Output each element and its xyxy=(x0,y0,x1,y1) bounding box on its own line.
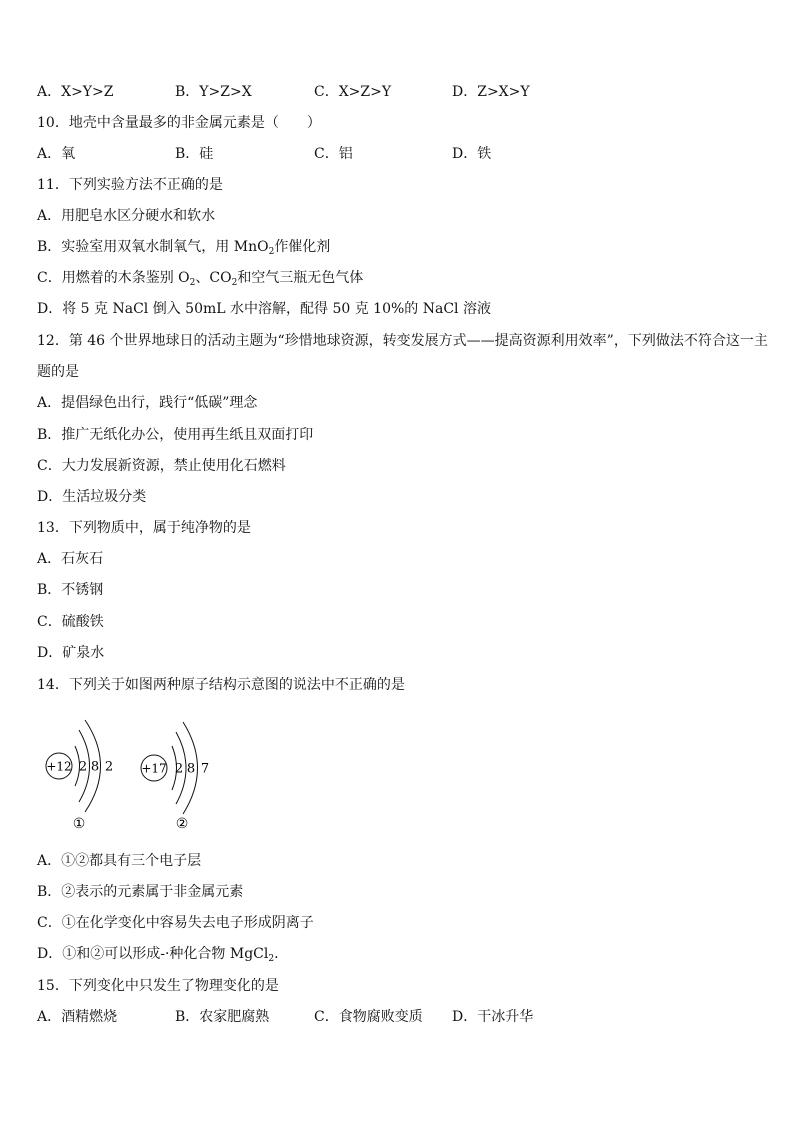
q13-option-c: C．硫酸铁 xyxy=(37,614,104,630)
q15-option-d: D．干冰升华 xyxy=(452,1009,534,1025)
q11-b-text: B．实验室用双氧水制氧气，用 MnO xyxy=(37,239,269,255)
q11-option-c xyxy=(37,269,363,287)
atom-1-diagram xyxy=(46,720,113,832)
atomic-structure-diagram xyxy=(38,714,228,836)
q14-d-text-end: . xyxy=(274,946,279,962)
q11-b-text-end: 作催化剂 xyxy=(274,239,331,255)
q9-option-b: B．Y>Z>X xyxy=(175,84,252,100)
atom-2-label: ② xyxy=(175,816,189,832)
q12-option-c: C．大力发展新资源，禁止使用化石燃料 xyxy=(37,458,286,474)
q14-option-d xyxy=(37,945,279,963)
q13-option-a: A．石灰石 xyxy=(37,551,104,567)
atom-1-nucleus-charge: +12 xyxy=(46,759,72,774)
q15-option-b: B．农家肥腐熟 xyxy=(175,1009,270,1025)
q11-c-subscript-2: 2 xyxy=(231,278,238,288)
q14-d-text: D．①和②可以形成-·种化合物 MgCl xyxy=(37,946,269,962)
q12-option-a: A．提倡绿色出行，践行“低碳”理念 xyxy=(37,395,258,411)
q10-stem: 10．地壳中含量最多的非金属元素是（ ） xyxy=(37,115,321,131)
q11-b-subscript: 2 xyxy=(268,247,275,257)
q9-option-d: D．Z>X>Y xyxy=(452,84,530,100)
q14-option-c: C．①在化学变化中容易失去电子形成阴离子 xyxy=(37,915,314,931)
q14-d-subscript: 2 xyxy=(268,954,275,964)
q14-option-a: A．①②都具有三个电子层 xyxy=(37,853,202,869)
q13-option-b: B．不锈钢 xyxy=(37,582,104,598)
q15-option-a: A．酒精燃烧 xyxy=(37,1009,118,1025)
atom-1-electrons-shell-2: 8 xyxy=(90,759,100,775)
q11-option-b xyxy=(37,238,330,256)
atom-2-nucleus-charge: +17 xyxy=(141,761,167,776)
atom-1-electrons-shell-1: 2 xyxy=(78,759,88,775)
q14-stem: 14．下列关于如图两种原子结构示意图的说法中不正确的是 xyxy=(37,677,405,693)
q11-option-d: D．将 5 克 NaCl 倒入 50mL 水中溶解，配得 50 克 10%的 NaCl 溶液 xyxy=(37,301,491,317)
atom-2-diagram xyxy=(141,722,209,832)
atom-2-electrons-shell-2: 8 xyxy=(186,761,196,777)
q11-c-text: C．用燃着的木条鉴别 O xyxy=(37,270,190,286)
q9-option-c: C．X>Z>Y xyxy=(314,84,392,100)
q10-option-b: B．硅 xyxy=(175,146,214,162)
q11-stem: 11．下列实验方法不正确的是 xyxy=(37,177,223,193)
atom-2-electrons-shell-1: 2 xyxy=(174,761,184,777)
q15-option-c: C．食物腐败变质 xyxy=(314,1009,423,1025)
q14-option-b: B．②表示的元素属于非金属元素 xyxy=(37,884,244,900)
q12-stem-line-1: 12．第 46 个世界地球日的活动主题为“珍惜地球资源，转变发展方式——提高资源利用效率”，下列做法不符合这一主 xyxy=(37,333,768,349)
q15-stem: 15．下列变化中只发生了物理变化的是 xyxy=(37,978,279,994)
q12-option-b: B．推广无纸化办公，使用再生纸且双面打印 xyxy=(37,427,314,443)
q13-stem: 13．下列物质中，属于纯净物的是 xyxy=(37,520,251,536)
q11-c-subscript-1: 2 xyxy=(189,278,196,288)
q12-option-d: D．生活垃圾分类 xyxy=(37,489,147,505)
q13-option-d: D．矿泉水 xyxy=(37,645,105,661)
q10-option-d: D．铁 xyxy=(452,146,492,162)
q10-option-c: C．铝 xyxy=(314,146,353,162)
q11-c-text-end: 和空气三瓶无色气体 xyxy=(237,270,364,286)
q9-option-a: A．X>Y>Z xyxy=(37,84,114,100)
atom-2-electrons-shell-3: 7 xyxy=(200,761,210,777)
q10-option-a: A．氧 xyxy=(37,146,76,162)
q12-stem-line-2: 题的是 xyxy=(37,364,79,380)
atom-1-electrons-shell-3: 2 xyxy=(104,759,114,775)
q11-c-text-mid: 、CO xyxy=(195,270,232,286)
atom-1-label: ① xyxy=(72,816,86,832)
q11-option-a: A．用肥皂水区分硬水和软水 xyxy=(37,208,216,224)
